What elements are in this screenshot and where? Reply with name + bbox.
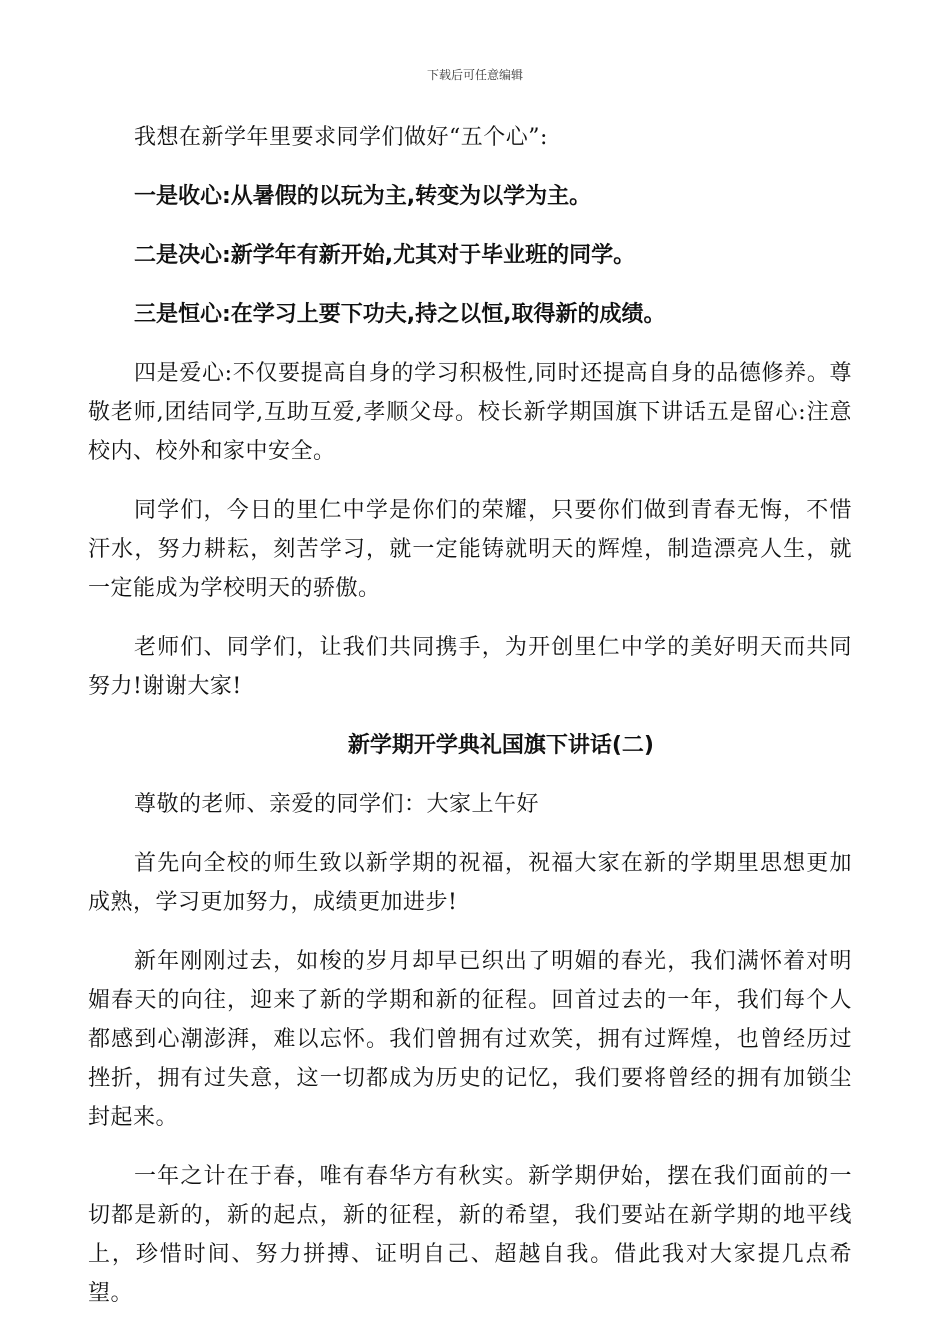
paragraph-heart-2: 二是决心:新学年有新开始,尤其对于毕业班的同学。 [134, 243, 636, 268]
paragraph-heart-1: 一是收心:从暑假的以玩为主,转变为以学为主。 [134, 184, 592, 209]
paragraph-blessing: 首先向全校的师生致以新学期的祝福，祝福大家在新的学期里思想更加成熟，学习更加努力，成绩更加进步! [88, 851, 852, 915]
paragraph-spring: 一年之计在于春，唯有春华方有秋实。新学期伊始，摆在我们面前的一切都是新的，新的起点，新的征程，新的希望，我们要站在新学期的地平线上，珍惜时间、努力拼搏、证明自己、超越自我。借此我对大家提几点希望。 [88, 1164, 852, 1306]
paragraph-five-hearts-intro: 我想在新学年里要求同学们做好“五个心”: [134, 125, 548, 150]
paragraph-heart-4-5: 四是爱心:不仅要提高自身的学习积极性,同时还提高自身的品德修养。尊敬老师,团结同学,互助互爱,孝顺父母。校长新学期国旗下讲话五是留心:注意校内、校外和家中安全。 [88, 361, 852, 464]
document-body [88, 118, 852, 1333]
paragraph-new-year: 新年刚刚过去，如梭的岁月却早已织出了明媚的春光，我们满怀着对明媚春天的向往，迎来了新的学期和新的征程。回首过去的一年，我们每个人都感到心潮澎湃，难以忘怀。我们曾拥有过欢笑，拥有过辉煌，也曾经历过挫折，拥有过失意，这一切都成为历史的记忆，我们要将曾经的拥有加锁尘封起来。 [88, 949, 852, 1130]
section-heading: 新学期开学典礼国旗下讲话(二) [347, 733, 654, 758]
paragraph-closing: 老师们、同学们，让我们共同携手，为开创里仁中学的美好明天而共同努力!谢谢大家! [88, 635, 852, 699]
paragraph-students: 同学们，今日的里仁中学是你们的荣耀，只要你们做到青春无悔，不惜汗水，努力耕耘，刻苦学习，就一定能铸就明天的辉煌，制造漂亮人生，就一定能成为学校明天的骄傲。 [88, 498, 852, 601]
paragraph-greeting: 尊敬的老师、亲爱的同学们：大家上午好 [134, 792, 540, 817]
paragraph-heart-3: 三是恒心:在学习上要下功夫,持之以恒,取得新的成绩。 [134, 302, 666, 327]
header-note: 下载后可任意编辑 [426, 68, 523, 82]
